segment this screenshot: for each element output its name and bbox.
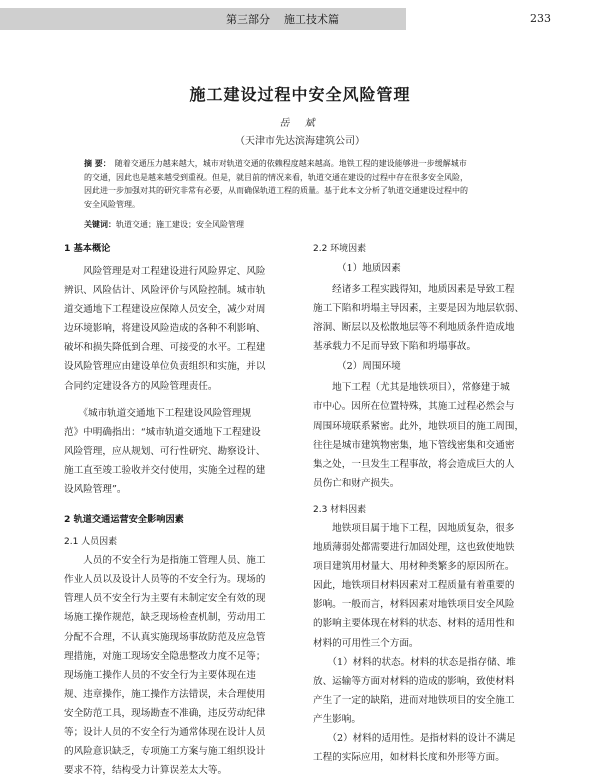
paragraph (64, 262, 300, 396)
text-line: 集之处，一旦发生工程事故，将会造成巨大的人 (313, 458, 515, 470)
header-section (226, 11, 353, 27)
paragraph (313, 378, 549, 493)
section-heading: 1 基本概论 (64, 243, 111, 254)
text-line: 作业人员以及设计人员等的不安全行为。现场的 (64, 574, 266, 586)
spacer (64, 396, 300, 404)
text-line: 产生了一定的缺陷，进而对地铁项目的安全施工 (313, 694, 515, 706)
left-column (64, 240, 300, 780)
text-line: 溶洞、断层以及松散地层等不利地质条件造成地 (313, 322, 515, 334)
text-line: 要求不符，结构受力计算误差太大等。 (64, 765, 228, 777)
abstract-line (84, 157, 526, 171)
text-line: 基承载力不足而导致下陷和坍塌事故。 (313, 341, 477, 353)
article-author: 岳 斌 (279, 118, 321, 129)
text-line: 人员的不安全行为是指施工管理人员、施工 (64, 555, 266, 567)
spacer (313, 493, 549, 501)
text-line: 材料的可用性三个方面。 (313, 637, 419, 649)
text-line: 《城市轨道交通地下工程建设风险管理规 (64, 407, 252, 419)
text-line: 辨识、风险估计、风险评价与风险控制。城市轨 (64, 285, 266, 297)
right-column (313, 240, 549, 767)
article-title: 施工建设过程中安全风险管理 (189, 85, 411, 104)
text-line: 风险管理是对工程建设进行风险界定、风险 (64, 266, 266, 277)
text-line: 范》中明确指出：“城市轨道交通地下工程建设 (64, 426, 261, 438)
text-line: 施工下陷和坍塌主导因素，主要是因为地层软弱、 (313, 303, 525, 315)
text-line: （1）材料的状态。材料的状态是指存储、堆 (313, 656, 516, 668)
text-line: 地质薄弱处都需要进行加固处理，这也致使地铁 (313, 542, 515, 554)
section-heading: 2 轨道交通运营安全影响因素 (64, 514, 184, 526)
paragraph (313, 729, 549, 767)
text-line: 周围环境联系紧密。此外，地铁项目的施工周围， (313, 420, 525, 432)
spacer (64, 499, 300, 511)
text-line: 产生影响。 (313, 713, 361, 725)
text-line: 分配不合理，不认真实施现场事故防范及应急管 (64, 631, 266, 643)
subsection-heading: 2.3 材料因素 (313, 504, 367, 515)
text-line: 现场施工操作人员的不安全行为主要体现在违 (64, 669, 256, 681)
text-line: 合同约定建设各方的风险管理责任。 (64, 380, 218, 392)
text-line: 理措施，对施工现场安全隐患整改力度不足等； (64, 650, 266, 662)
text-line: 管理人员不安全行为主要有未制定安全有效的现 (64, 593, 266, 605)
paragraph (64, 404, 300, 499)
header-part: 第三部分 (226, 13, 270, 26)
text-line: 因此，地铁项目材料因素对工程质量有着重要的 (313, 580, 515, 592)
text-line: 员伤亡和财产损失。 (313, 477, 400, 489)
text-line: 施工直至竣工验收并交付使用，实施全过程的建 (64, 464, 266, 476)
abstract-line: 安全风险管理。 (84, 199, 140, 209)
keywords-text: 轨道交通；施工建设；安全风险管理 (116, 220, 244, 229)
running-header (0, 8, 600, 28)
text-line: 道交通地下工程建设应保障人员安全，减少对周 (64, 304, 266, 316)
text-line: 影响。一般而言，材料因素对地铁项目安全风险 (313, 599, 515, 611)
text-line: 项目建筑用材量大、用材种类繁多的原因所在。 (313, 561, 515, 573)
paragraph (313, 519, 549, 653)
sub-subsection-heading: （2）周围环境 (337, 361, 401, 373)
text-line: 场施工操作规范，缺乏现场检查机制，劳动用工 (64, 612, 266, 624)
abstract-line: 的交通，因此也是越来越受到重视。但是，就目前的情况来看，轨道交通在建设的过程中存在很多安全风险， (84, 172, 468, 182)
header-subsection: 施工技术篇 (284, 13, 339, 26)
text-line: 的影响主要体现在材料的状态、材料的适用性和 (313, 618, 515, 630)
text-line: 地下工程（尤其是地铁项目），常修建于城 (313, 382, 510, 394)
keywords-label: 关键词： (84, 220, 116, 229)
text-line: 放、运输等方面对材料的造成的影响，致使材料 (313, 675, 515, 687)
text-line: 设风险管理应由建设单位负责组织和实施，并以 (64, 361, 266, 373)
text-line: 往往是城市建筑物密集，地下管线密集和交通密 (313, 439, 515, 451)
paragraph (64, 551, 300, 780)
article-affiliation: （天津市先达滨海建筑公司） (235, 136, 365, 147)
text-line: 设风险管理”。 (64, 484, 127, 496)
abstract (84, 157, 526, 211)
text-line: 经诸多工程实践得知，地质因素是导致工程 (313, 284, 515, 295)
text-line: 风险管理，应从规划、可行性研究、勘察设计、 (64, 445, 266, 457)
keywords (84, 219, 244, 230)
abstract-text: 随着交通压力越来越大，城市对轨道交通的依赖程度越来越高。地铁工程的建设能够进一步缓解城市 (114, 159, 467, 168)
text-line: 市中心。因所在位置特殊，其施工过程必然会与 (313, 401, 515, 413)
sub-subsection-heading: （1）地质因素 (337, 263, 401, 274)
subsection-heading: 2.2 环境因素 (313, 244, 367, 254)
text-line: 工程的实际应用，如材料长度和外形等方面。 (313, 752, 505, 764)
abstract-label: 摘 要： (84, 159, 111, 168)
text-line: 的风险意识缺乏，专项施工方案与施工组织设计 (64, 746, 266, 758)
text-line: 边环境影响，将建设风险造成的各种不利影响、 (64, 323, 266, 335)
text-line: 安全防范工具，现场勘查不准确，违反劳动纪律 (64, 707, 266, 719)
paragraph (313, 653, 549, 729)
text-line: 等；设计人员的不安全行为通常体现在设计人员 (64, 726, 266, 738)
page-number: 233 (530, 12, 551, 25)
paragraph (313, 280, 549, 356)
subsection-heading: 2.1 人员因素 (64, 537, 118, 548)
abstract-line: 因此进一步加强对其的研究非常有必要，从而确保轨道工程的质量。基于此本文分析了轨道交通建设过程中的 (84, 186, 468, 196)
text-line: 地铁项目属于地下工程，因地质复杂，很多 (313, 522, 515, 534)
text-line: 破坏和损失降低到合理、可接受的水平。工程建 (64, 342, 266, 354)
text-line: （2）材料的适用性。是指材料的设计不满足 (313, 732, 516, 744)
text-line: 规、违章操作，施工操作方法错误，未合理使用 (64, 688, 266, 700)
